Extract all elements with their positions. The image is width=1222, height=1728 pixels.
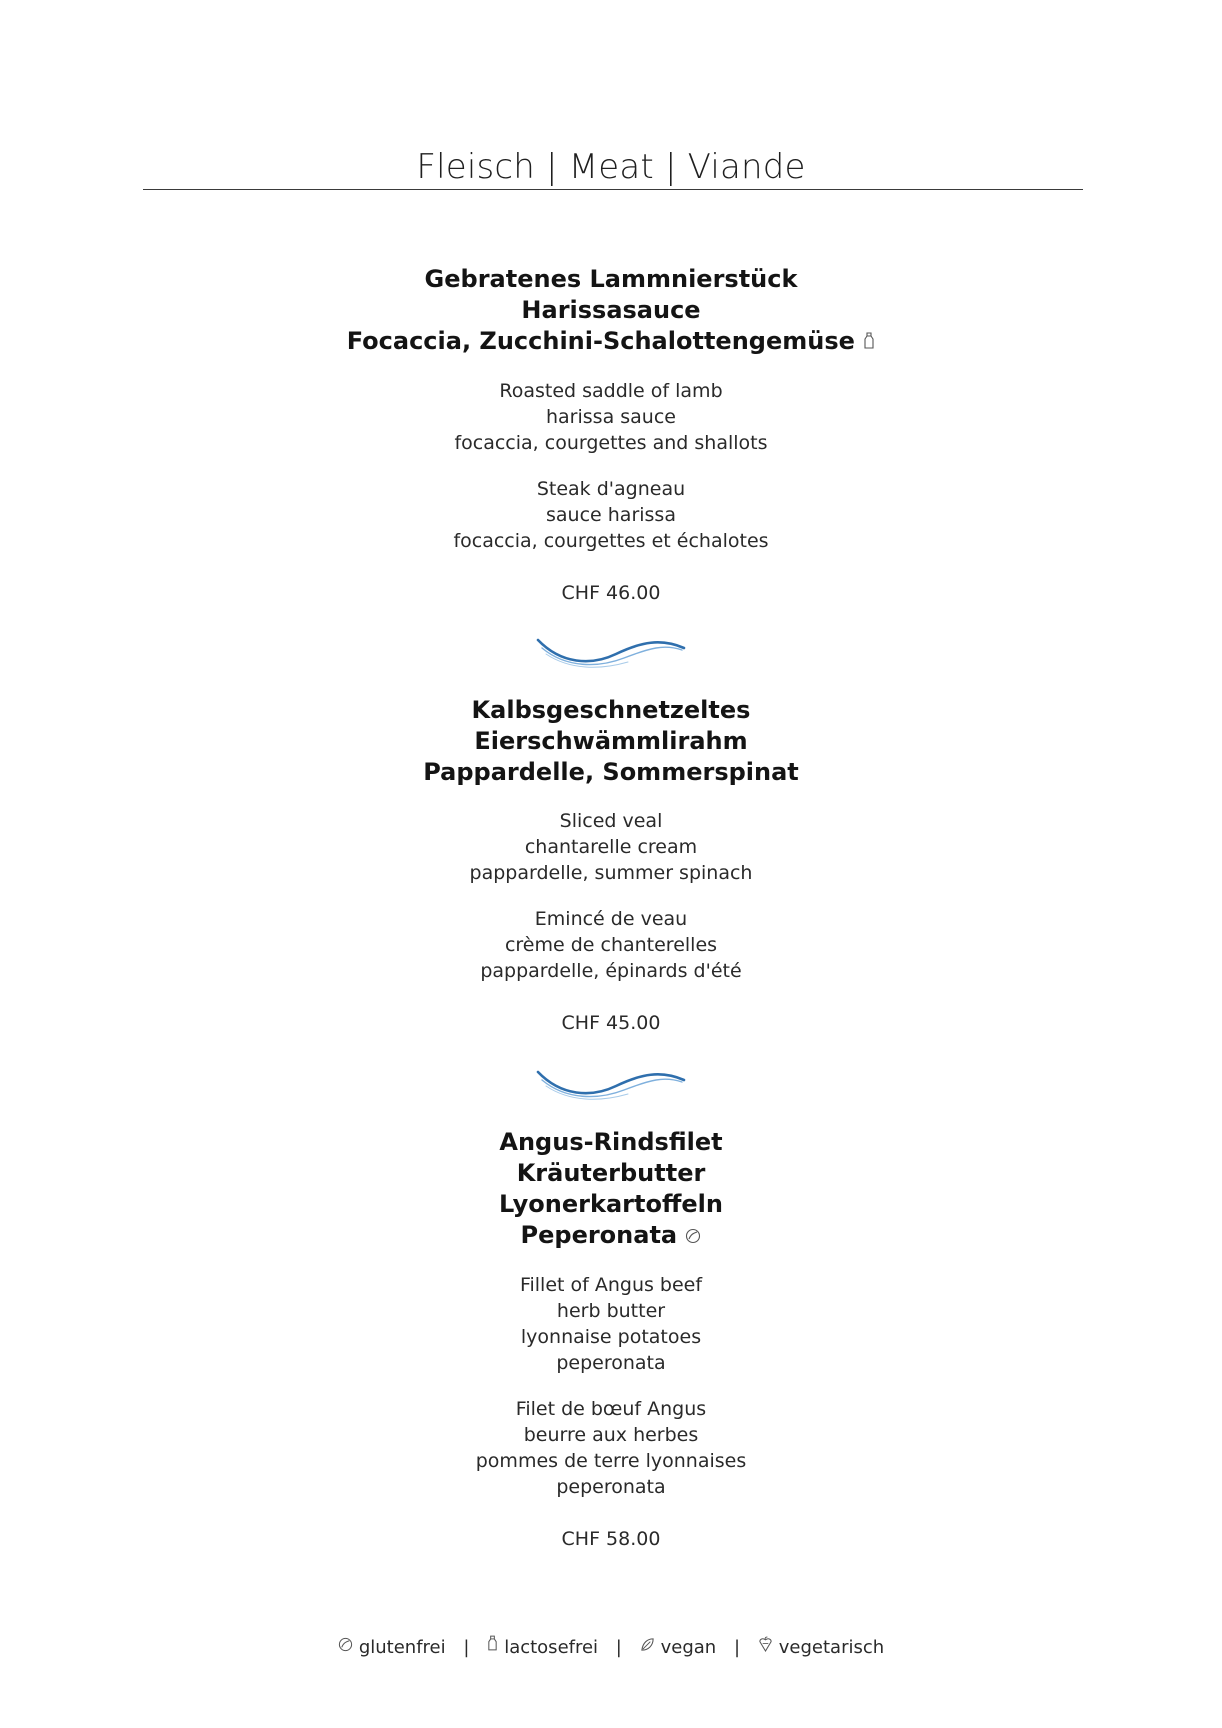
description-line: pappardelle, summer spinach [469,862,753,884]
description-line: Filet de bœuf Angus [515,1397,707,1420]
dish-heading-de [0,1127,1222,1252]
description-line: pommes de terre lyonnaises [475,1449,747,1472]
description-line: Emincé de veau [534,908,688,930]
legend-label: lactosefrei [504,1637,599,1658]
description-line: beurre aux herbes [523,1423,699,1446]
wave-divider-icon [536,1066,686,1106]
description-line: peperonata [556,1351,666,1374]
title-divider [143,189,1083,190]
legend-item-vegan [640,1636,717,1660]
legend-label: glutenfrei [358,1637,446,1658]
description-line: Fillet of Angus beef [519,1273,703,1296]
legend-separator: | [615,1637,622,1658]
description-line: Steak d'agneau [536,477,686,500]
dish-beef [0,1127,1222,1552]
lactose-free-icon [487,1635,498,1659]
dish-name-line [0,1220,1222,1252]
gluten-free-icon [685,1221,701,1252]
dish-name-line: Lyonerkartoffeln [499,1190,723,1218]
dish-name-line: Angus-Rindsfilet [499,1128,723,1156]
dish-name-text: Focaccia, Zucchini-Schalottengemüse [346,327,855,355]
description-line: chantarelle cream [524,836,698,858]
page-title: Fleisch | Meat | Viande [416,147,806,187]
dish-description-fr [0,1396,1222,1500]
dish-name-text: Peperonata [520,1221,678,1249]
legend-item-gluten-free [338,1636,446,1660]
legend-item-lactose-free [487,1636,598,1660]
dish-price: CHF 58.00 [561,1527,661,1550]
description-line: herb butter [556,1299,666,1322]
description-line: Sliced veal [559,810,663,832]
dish-name-line: Kalbsgeschnetzeltes [471,696,751,724]
dish-name-line: Gebratenes Lammnierstück [424,265,798,293]
dish-veal [0,695,1222,1036]
dish-name-line: Eierschwämmlirahm [474,727,748,755]
description-line: focaccia, courgettes et échalotes [453,529,769,552]
dish-name-line: Harissasauce [521,296,701,324]
dish-heading-de [0,695,1222,788]
description-line: focaccia, courgettes and shallots [454,431,768,454]
dish-description-en [0,378,1222,456]
description-line: pappardelle, épinards d'été [480,960,742,982]
dietary-legend [0,1636,1222,1660]
dish-heading-de [0,264,1222,358]
description-line: Roasted saddle of lamb [499,379,723,402]
legend-label: vegan [660,1637,717,1658]
dish-price: CHF 45.00 [561,1012,661,1034]
description-line: lyonnaise potatoes [520,1325,702,1348]
dish-name-line: Kräuterbutter [516,1159,706,1187]
description-line: harissa sauce [546,405,676,428]
wave-divider-icon [536,634,686,674]
legend-item-vegetarian [758,1636,884,1660]
legend-separator: | [463,1637,470,1658]
dish-lamb [0,264,1222,606]
dish-name-line: Pappardelle, Sommerspinat [423,758,799,786]
dish-price: CHF 46.00 [561,581,661,604]
vegan-icon [640,1635,655,1659]
vegetarian-icon [758,1635,773,1659]
dish-description-en [0,808,1222,886]
description-line: sauce harissa [546,503,676,526]
dish-description-fr [0,476,1222,554]
dish-description-en [0,1272,1222,1376]
description-line: peperonata [556,1475,666,1498]
description-line: crème de chanterelles [504,934,718,956]
dish-description-fr [0,906,1222,984]
legend-label: vegetarisch [778,1637,885,1658]
dish-name-line [0,326,1222,358]
gluten-free-icon [338,1635,353,1659]
legend-separator: | [733,1637,741,1658]
lactose-free-icon [863,327,875,358]
